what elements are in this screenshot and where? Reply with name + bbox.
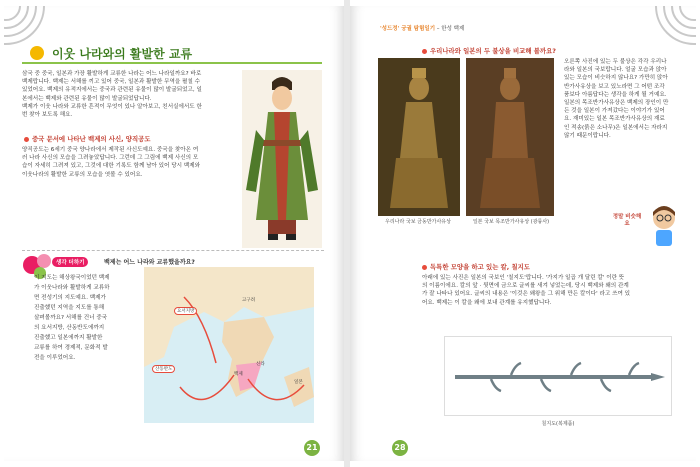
map-land-shapes (144, 267, 314, 423)
think-line: 이 지도는 해상왕국이었던 백제 (34, 275, 110, 281)
sword-line: 가 잘 나타나 있어요. 글씨의 내용은 '이것은 왜왕을 그 위해 만든 칼이다' 라고 쓰여 있 (422, 291, 631, 298)
buddha-line: 든 것을 일본이 가져갔다는 이야기가 있어 (564, 108, 665, 115)
title-bullet-icon (30, 46, 44, 60)
buddha-line: 요. 재미있는 일본 목조반가사유상의 재료 (564, 116, 665, 123)
sword-line: 어요. 백제는 이 칼을 왜에 보내 관계를 유지했답니다. (422, 299, 552, 306)
seven-branched-sword-photo (444, 336, 672, 416)
section-title-bar (22, 44, 322, 64)
corner-swirl-decoration (636, 6, 696, 52)
caption-sword: 칠지도(복제품) (541, 421, 575, 427)
think-more-paragraph (34, 273, 139, 363)
envoy-line: 러 나라 사신의 모습을 그려놓았답니다. 그런데 그 그림에 백제 사신의 모 (22, 155, 199, 162)
header-separator: – (436, 26, 440, 32)
map-label-shandong: 산동반도 (152, 365, 175, 373)
sword-paragraph (422, 274, 686, 307)
caption-korean-buddha: 우리나라 국보 금동반가사유상 (385, 219, 451, 225)
korean-pensive-bodhisattva-image (378, 58, 460, 216)
page-number-left: 21 (304, 440, 320, 456)
intro-line: 번 찾아 보도록 해요. (22, 112, 73, 119)
left-page (4, 6, 344, 461)
envoy-line: 이웃나라의 활발한 교류의 모습을 엿볼 수 있어요. (22, 171, 143, 178)
map-label-baekje: 백제 (234, 372, 243, 377)
running-header (380, 24, 464, 32)
sub-heading-text: 우리나라와 일본의 두 불상을 비교해 볼까요? (430, 47, 556, 55)
envoy-paragraph (22, 146, 237, 179)
think-line: 의 요서지방, 산동반도에까지 (34, 325, 105, 331)
think-line: 면 전성기의 지도예요. 백제가 (34, 295, 106, 301)
think-line: 가 이웃나라와 활발하게 교류하 (34, 285, 110, 291)
sub-heading-envoy (24, 134, 151, 143)
intro-line: 백제랍니다. 백제는 서해를 끼고 있어 중국, 일본과 활발한 무역을 펼칠 수 (22, 79, 201, 86)
intro-line: 본에서는 백제와 관련된 유물이 많이 발굴되었답니다. (22, 95, 152, 102)
map-label-silla: 신라 (256, 362, 265, 367)
section-title: 이웃 나라와의 활발한 교류 (52, 47, 193, 61)
sub-heading-text: 중국 문서에 나타난 백제의 사신, 양직공도 (32, 135, 151, 143)
buddha-line: 오른쪽 사진에 있는 두 불상은 각각 우리나 (564, 59, 667, 65)
baekje-trade-map (144, 267, 314, 423)
intro-paragraph (22, 70, 237, 119)
speech-bubble-text: 정말 비슷해요 (612, 214, 642, 227)
header-topic: 한성 백제 (441, 26, 465, 32)
envoy-line: 양직공도는 6세기 중국 양나라에서 제작된 사신도예요. 중국을 찾아온 여 (22, 147, 199, 153)
think-line: 전을 이루었어요. (34, 355, 76, 361)
think-more-box (22, 250, 324, 430)
envoy-line: 습이 자세히 그려져 있고, 그것에 대한 기록도 함께 남아 있어 당시 백제와 (22, 163, 201, 170)
caption-japanese-buddha: 일본 국보 목조반가사유상 (광륭사) (472, 219, 550, 225)
buddha-line: 있는 모습이 비슷하지 않나요? 가만히 앉아 (564, 75, 668, 82)
map-label-japan: 일본 (294, 380, 303, 385)
think-line: 교류를 하여 경제적, 문화적 발 (34, 345, 108, 351)
sub-heading-buddha (422, 46, 556, 55)
intro-line: 있었어요. 백제의 유적지에서는 중국과 관련된 유물이 많이 발굴되었고, 일 (22, 87, 202, 94)
intro-line: 백제가 이웃 나라와 교류한 흔적이 무엇이 있나 알아보고, 친서실에서도 한 (22, 103, 202, 110)
right-page (350, 6, 696, 461)
buddha-line: 일본의 목조반가사유상은 백제의 장인이 만 (564, 100, 669, 107)
bullet-dot-icon (24, 137, 29, 142)
sword-line: 의 이름이에요. 칼의 앞 · 뒷면에 금으로 글씨를 새겨 넣었는데, 당시 백제와 왜의 관계 (422, 283, 629, 290)
buddha-line: 품보다 아름답다는 생각을 하게 될 거예요. (564, 91, 667, 98)
sub-heading-text: 독특한 모양을 하고 있는 칼, 칠지도 (430, 263, 530, 271)
seven-branched-sword-image (451, 355, 667, 399)
sub-heading-sword (422, 262, 530, 271)
think-more-badge: 생각 더하기 (52, 257, 88, 267)
header-book-title: '성드정' 궁궐 탐험일기 (380, 26, 436, 32)
think-line: 살펴볼까요? 서해를 건너 중국 (34, 315, 108, 321)
bullet-dot-icon (422, 265, 427, 270)
map-label-goguryeo: 고구려 (242, 298, 256, 303)
map-label-yoseo: 요서지방 (174, 307, 197, 315)
page-number-right: 28 (392, 440, 408, 456)
buddha-paragraph (564, 58, 684, 140)
baekje-envoy-illustration (242, 70, 322, 248)
japanese-pensive-bodhisattva-image (466, 58, 554, 216)
think-more-question: 백제는 어느 나라와 교류했을까요? (104, 259, 195, 266)
intro-line: 삼국 중 중국, 일본과 가장 활발하게 교류한 나라는 어느 나라일까요? 바로 (22, 71, 202, 77)
think-line: 진출했고 일본에까지 활발한 (34, 335, 103, 341)
sword-line: 아래에 있는 사진은 일본의 국보인 '칠지도'랍니다. '가지가 일곱 개 달린 칼' 이란 뜻 (422, 275, 625, 281)
buddha-line: 라와 일본의 국보랍니다. 얼굴 모습과 앉아 (564, 67, 667, 74)
buddha-line: 인 적송(붉은 소나무)은 일본에서는 자라지 (564, 124, 668, 131)
think-line: 진출했던 지역을 지도를 통해 (34, 305, 105, 311)
kid-character-illustration (646, 204, 682, 248)
buddha-line: 반가사유상을 보고 있노라면 그 어떤 조각 (564, 83, 665, 90)
buddha-line: 않기 때문이랍니다. (564, 132, 611, 139)
bullet-dot-icon (422, 49, 427, 54)
